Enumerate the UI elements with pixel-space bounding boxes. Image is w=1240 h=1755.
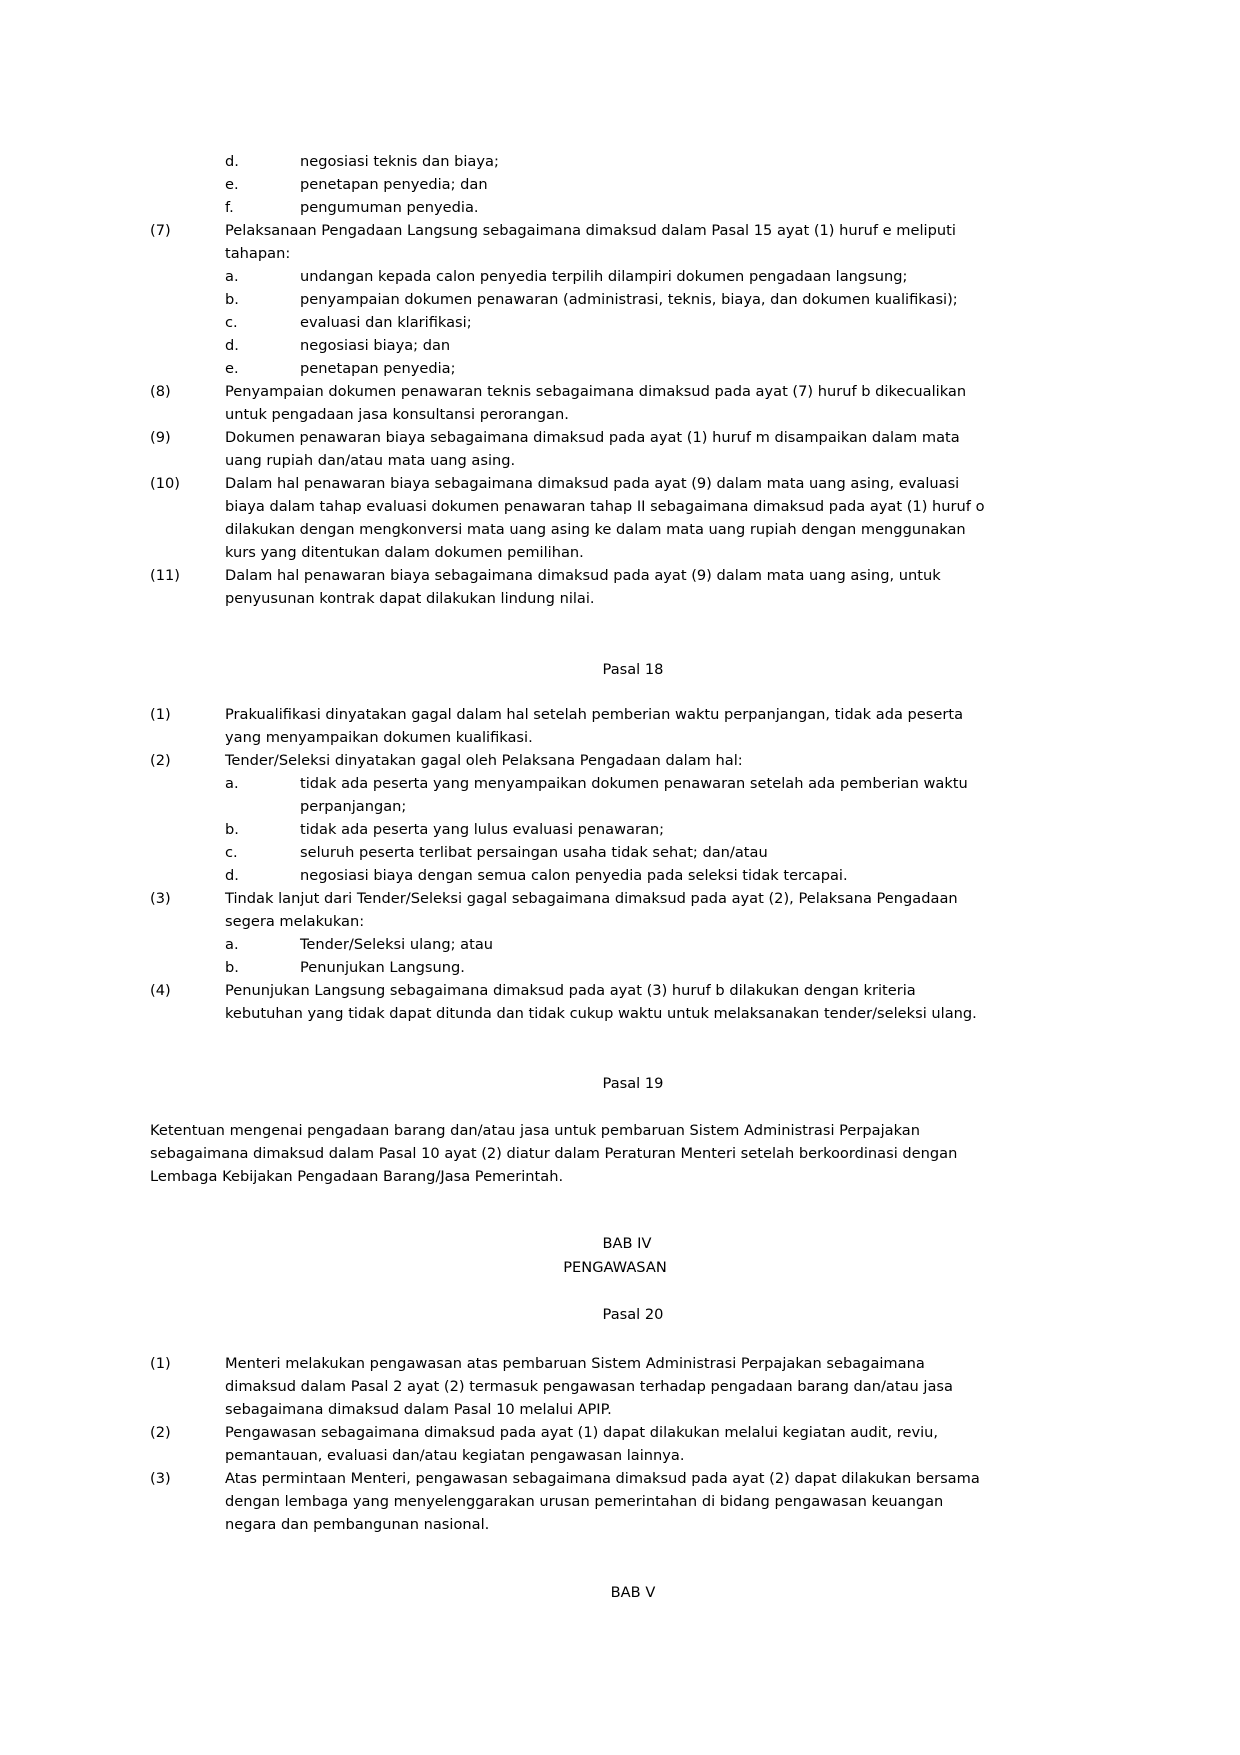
bab-4-subtitle: PENGAWASAN: [563, 1259, 667, 1276]
ayat-text: Tender/Seleksi dinyatakan gagal oleh Pelaksana Pengadaan dalam hal:: [225, 752, 743, 769]
ayat-number: (4): [150, 982, 171, 999]
ayat-text: Dalam hal penawaran biaya sebagaimana dimaksud pada ayat (9) dalam mata uang asing, untuk: [225, 567, 941, 584]
item-text: negosiasi biaya dengan semua calon penyedia pada seleksi tidak tercapai.: [300, 867, 848, 884]
ayat-number: (7): [150, 222, 171, 239]
item-text: tidak ada peserta yang menyampaikan dokumen penawaran setelah ada pemberian waktu: [300, 775, 968, 792]
pasal-18-heading: Pasal 18: [602, 661, 664, 678]
item-letter: e.: [225, 360, 239, 377]
item-text: Tender/Seleksi ulang; atau: [300, 936, 494, 953]
item-text: perpanjangan;: [300, 798, 407, 815]
item-text: negosiasi biaya; dan: [300, 337, 451, 354]
item-letter: b.: [225, 291, 239, 308]
ayat-text: Prakualifikasi dinyatakan gagal dalam hal setelah pemberian waktu perpanjangan, tidak ada peserta: [225, 706, 964, 723]
ayat-number: (8): [150, 383, 171, 400]
ayat-text: Penyampaian dokumen penawaran teknis sebagaimana dimaksud pada ayat (7) huruf b dikecualikan: [225, 383, 967, 400]
ayat-text: Atas permintaan Menteri, pengawasan sebagaimana dimaksud pada ayat (2) dapat dilakukan bersama: [225, 1470, 980, 1487]
item-letter: c.: [225, 844, 238, 861]
ayat-number: (1): [150, 706, 171, 723]
ayat-text: Tindak lanjut dari Tender/Seleksi gagal sebagaimana dimaksud pada ayat (2), Pelaksana Pengadaan: [225, 890, 958, 907]
item-text: penyampaian dokumen penawaran (administrasi, teknis, biaya, dan dokumen kualifikasi);: [300, 291, 958, 308]
pasal-19-heading: Pasal 19: [602, 1075, 664, 1092]
ayat-number: (11): [150, 567, 180, 584]
ayat-number: (1): [150, 1355, 171, 1372]
item-letter: d.: [225, 337, 239, 354]
item-letter: a.: [225, 775, 239, 792]
ayat-number: (3): [150, 890, 171, 907]
pasal-20-heading: Pasal 20: [602, 1306, 664, 1323]
ayat-text: segera melakukan:: [225, 913, 365, 930]
item-text: seluruh peserta terlibat persaingan usaha tidak sehat; dan/atau: [300, 844, 768, 861]
ayat-text: kebutuhan yang tidak dapat ditunda dan tidak cukup waktu untuk melaksanakan tender/seleksi ulang.: [225, 1005, 977, 1022]
item-text: undangan kepada calon penyedia terpilih dilampiri dokumen pengadaan langsung;: [300, 268, 908, 285]
item-letter: d.: [225, 867, 239, 884]
ayat-text: Menteri melakukan pengawasan atas pembaruan Sistem Administrasi Perpajakan sebagaimana: [225, 1355, 925, 1372]
ayat-text: Penunjukan Langsung sebagaimana dimaksud pada ayat (3) huruf b dilakukan dengan kriteria: [225, 982, 916, 999]
ayat-number: (10): [150, 475, 180, 492]
ayat-text: yang menyampaikan dokumen kualifikasi.: [225, 729, 533, 746]
ayat-text: sebagaimana dimaksud dalam Pasal 10 melalui APIP.: [225, 1401, 612, 1418]
ayat-text: Pengawasan sebagaimana dimaksud pada ayat (1) dapat dilakukan melalui kegiatan audit, reviu,: [225, 1424, 939, 1441]
paragraph-line: sebagaimana dimaksud dalam Pasal 10 ayat (2) diatur dalam Peraturan Menteri setelah berkoordinasi dengan: [150, 1145, 958, 1162]
item-text: pengumuman penyedia.: [300, 199, 479, 216]
item-letter: a.: [225, 268, 239, 285]
ayat-number: (2): [150, 752, 171, 769]
bab-5-heading: BAB V: [610, 1584, 656, 1601]
ayat-text: kurs yang ditentukan dalam dokumen pemilihan.: [225, 544, 584, 561]
item-text: Penunjukan Langsung.: [300, 959, 465, 976]
ayat-text: dilakukan dengan mengkonversi mata uang asing ke dalam mata uang rupiah dengan menggunakan: [225, 521, 966, 538]
ayat-text: dimaksud dalam Pasal 2 ayat (2) termasuk pengawasan terhadap pengadaan barang dan/atau jasa: [225, 1378, 953, 1395]
item-text: negosiasi teknis dan biaya;: [300, 153, 499, 170]
item-text: penetapan penyedia; dan: [300, 176, 488, 193]
ayat-number: (2): [150, 1424, 171, 1441]
paragraph-line: Lembaga Kebijakan Pengadaan Barang/Jasa Pemerintah.: [150, 1168, 564, 1185]
item-text: tidak ada peserta yang lulus evaluasi penawaran;: [300, 821, 665, 838]
item-text: penetapan penyedia;: [300, 360, 456, 377]
ayat-text: pemantauan, evaluasi dan/atau kegiatan pengawasan lainnya.: [225, 1447, 685, 1464]
item-letter: b.: [225, 821, 239, 838]
item-letter: a.: [225, 936, 239, 953]
ayat-text: Dokumen penawaran biaya sebagaimana dimaksud pada ayat (1) huruf m disampaikan dalam mata: [225, 429, 960, 446]
item-letter: c.: [225, 314, 238, 331]
ayat-text: uang rupiah dan/atau mata uang asing.: [225, 452, 516, 469]
ayat-text: biaya dalam tahap evaluasi dokumen penawaran tahap II sebagaimana dimaksud pada ayat (1) huruf o: [225, 498, 985, 515]
ayat-text: Dalam hal penawaran biaya sebagaimana dimaksud pada ayat (9) dalam mata uang asing, evaluasi: [225, 475, 960, 492]
item-letter: e.: [225, 176, 239, 193]
paragraph-line: Ketentuan mengenai pengadaan barang dan/atau jasa untuk pembaruan Sistem Administrasi Perpajakan: [150, 1122, 920, 1139]
ayat-text: tahapan:: [225, 245, 291, 262]
item-text: evaluasi dan klarifikasi;: [300, 314, 472, 331]
ayat-text: untuk pengadaan jasa konsultansi perorangan.: [225, 406, 569, 423]
item-letter: d.: [225, 153, 239, 170]
item-letter: b.: [225, 959, 239, 976]
ayat-number: (9): [150, 429, 171, 446]
ayat-text: dengan lembaga yang menyelenggarakan urusan pemerintahan di bidang pengawasan keuangan: [225, 1493, 944, 1510]
ayat-text: penyusunan kontrak dapat dilakukan lindung nilai.: [225, 590, 595, 607]
ayat-text: Pelaksanaan Pengadaan Langsung sebagaimana dimaksud dalam Pasal 15 ayat (1) huruf e meliputi: [225, 222, 956, 239]
ayat-text: negara dan pembangunan nasional.: [225, 1516, 490, 1533]
ayat-number: (3): [150, 1470, 171, 1487]
bab-4-heading: BAB IV: [602, 1235, 652, 1252]
item-letter: f.: [225, 199, 234, 216]
